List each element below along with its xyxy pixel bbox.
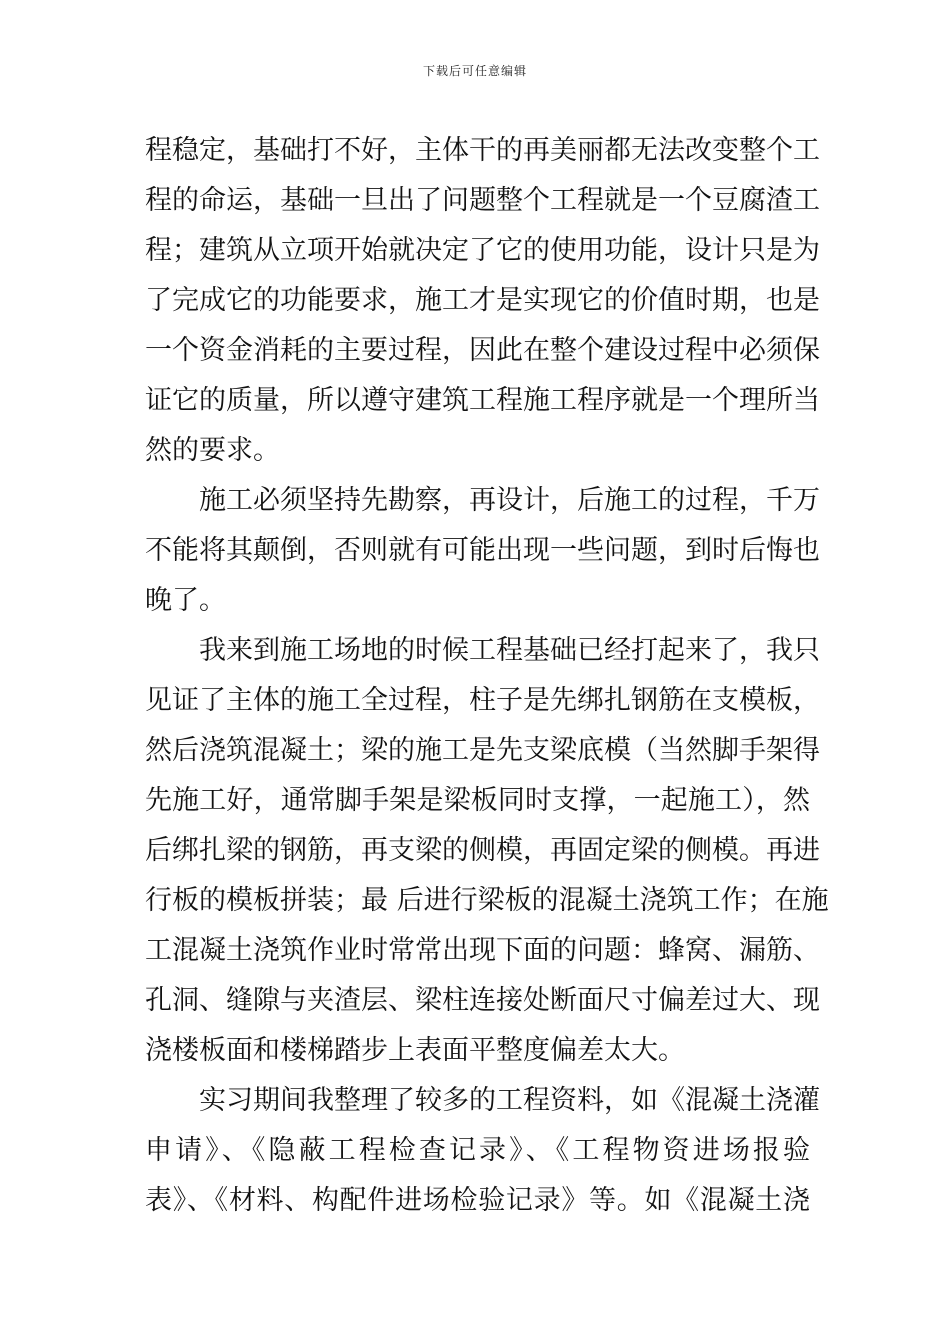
text-line: 了完成它的功能要求，施工才是实现它的价值时期，也是 (145, 285, 820, 316)
text-line: 我来到施工场地的时候工程基础已经打起来了，我只 (199, 635, 820, 666)
text-line: 孔洞、缝隙与夹渣层、梁柱连接处断面尺寸偏差过大、现 (145, 985, 820, 1016)
text-line: 晚了。 (145, 585, 226, 616)
paragraph (145, 126, 820, 476)
text-line: 见证了主体的施工全过程，柱子是先绑扎钢筋在支模板， (145, 685, 820, 716)
text-line: 表》、《材料、构配件进场检验记录》等。如《混凝土浇 (145, 1185, 810, 1216)
paragraph (145, 626, 829, 1076)
text-line: 不能将其颠倒，否则就有可能出现一些问题，到时后悔也 (145, 535, 820, 566)
page-header: 下载后可任意编辑 (422, 64, 527, 78)
text-line: 后绑扎梁的钢筋，再支梁的侧模，再固定梁的侧模。再进 (145, 835, 820, 866)
paragraph (145, 1076, 820, 1226)
text-line: 然后浇筑混凝土；梁的施工是先支梁底模（当然脚手架得 (145, 735, 820, 766)
text-line: 实习期间我整理了较多的工程资料，如《混凝土浇灌 (199, 1085, 820, 1116)
text-line: 程的命运，基础一旦出了问题整个工程就是一个豆腐渣工 (145, 185, 820, 216)
text-line: 浇楼板面和楼梯踏步上表面平整度偏差太大。 (145, 1035, 685, 1066)
text-line: 然的要求。 (145, 435, 280, 466)
text-line: 施工必须坚持先勘察，再设计，后施工的过程，千万 (199, 485, 820, 516)
text-line: 行板的模板拼装；最 后进行梁板的混凝土浇筑工作；在施 (145, 885, 829, 916)
paragraph (145, 476, 820, 626)
text-line: 程；建筑从立项开始就决定了它的使用功能，设计只是为 (145, 235, 820, 266)
document-body (145, 126, 829, 1226)
text-line: 工混凝土浇筑作业时常常出现下面的问题：蜂窝、漏筋、 (145, 935, 820, 966)
text-line: 申请》、《隐蔽工程检查记录》、《工程物资进场报验 (145, 1135, 810, 1166)
text-line: 证它的质量，所以遵守建筑工程施工程序就是一个理所当 (145, 385, 820, 416)
text-line: 先施工好，通常脚手架是梁板同时支撑，一起施工），然 (145, 785, 810, 816)
text-line: 一个资金消耗的主要过程，因此在整个建设过程中必须保 (145, 335, 820, 366)
text-line: 程稳定，基础打不好，主体干的再美丽都无法改变整个工 (145, 135, 820, 166)
